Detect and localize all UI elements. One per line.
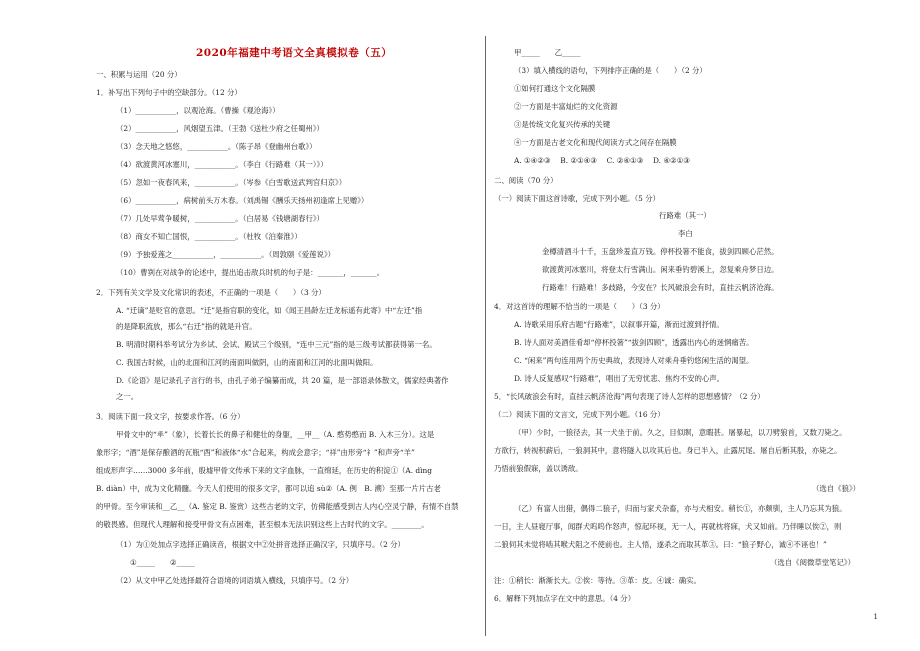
q1-item-3: （3）念天地之悠悠，___________。（陈子昂《登幽州台歌》） — [116, 142, 317, 151]
q4-option-b: B. 诗人面对美酒佳肴却“停杯投箸”“拔剑四顾”，透露出内心的迷惘痛苦。 — [514, 338, 754, 347]
q1-item-6: （6）___________，病树前头万木春。（刘禹锡《酬乐天扬州初逢席上见赠》） — [116, 196, 369, 205]
sentence-4: ④一方面是古老文化和现代阅读方式之间存在隔膜 — [514, 138, 677, 147]
source-2: （选自《阅微草堂笔记》） — [770, 558, 855, 567]
section-heading-reading: 二、阅读（70 分） — [494, 176, 558, 185]
q2-option-d: D.《论语》是记录孔子言行的书，由孔子弟子编纂而成，共 20 篇，是一部语录体散文，儒家经典著作 — [116, 376, 449, 385]
poem-line-3: 行路难！行路难！多歧路，今安在？长风破浪会有时，直挂云帆济沧海。 — [542, 283, 779, 292]
q2-option-d-cont: 之一。 — [116, 392, 139, 401]
q2-option-b: B. 明清时期科举考试分为乡试、会试、殿试三个级别，“连中三元”指的是三级考试都获得第一名。 — [116, 340, 437, 349]
question-4: 4．对这首诗的理解不恰当的一项是（ ）（3 分） — [494, 302, 665, 311]
page-title: 2020年福建中考语文全真模拟卷（五） — [196, 47, 393, 59]
annotation-note: 注：①稍长：渐渐长大。②俟：等待。③革：皮。④诚：确实。 — [494, 576, 701, 585]
q2-option-a: A. “迁谪”是贬官的意思。“迁”是指官职的变化，如《闻王昌龄左迁龙标遥有此寄》中“左迁”指 — [116, 306, 423, 315]
sentence-3: ③是传统文化复兴传承的关键 — [514, 120, 611, 129]
page-number: 1 — [873, 613, 878, 621]
source-1: （选自《狼》） — [812, 484, 861, 493]
reading-part-1: （一）阅读下面这首诗歌，完成下列小题。（5 分） — [494, 194, 660, 203]
q4-option-d: D. 诗人反复感叹“行路难”，唱出了无穷忧悲、焦灼不安的心声。 — [514, 374, 725, 383]
q4-option-a: A. 诗歌采用乐府古题“行路难”，以叙事开篇，渐而过渡到抒情。 — [514, 320, 724, 329]
q1-item-10: （10）曹刿在对战争的论述中，提出追击敌兵时机的句子是：_______，_______。 — [116, 268, 385, 277]
question-2: 2．下列有关文学及文化常识的表述，不正确的一项是（ ）（3 分） — [96, 288, 326, 297]
q1-item-1: （1）___________，以观沧海。（曹操《观沧海》） — [116, 106, 280, 115]
q3-subquestion-2: （2）从文中甲乙处选择最符合语境的词语填入横线，只填序号。（2 分） — [116, 576, 354, 585]
q4-option-c: C. “闲来”两句连用两个历史典故，表现诗人对乘舟垂钓悠闲生活的渴望。 — [514, 356, 754, 365]
text-yi-line-1: （乙）有富人出猎，偶得二狼子，归而与家犬杂畜，亦与犬相安。稍长①，亦颇驯，主人乃忘其为狼。 — [514, 504, 847, 513]
poem-line-2: 欲渡黄河冰塞川，将登太行雪满山。闲来垂钓碧溪上，忽复乘舟梦日边。 — [542, 265, 779, 274]
passage-line-2: 象形字；“酒”是保存酿酒的瓦瓶“酉”和液体“水”合起来，构成会意字；“祥”由形旁“礻”和声旁“羊” — [96, 448, 415, 457]
q3-subquestion-1-answer: ①_____ ②_____ — [130, 558, 195, 567]
q1-item-2: （2）___________，风烟望五津。（王勃《送杜少府之任蜀州》） — [116, 124, 324, 133]
sentence-1: ①如何打通这个文化隔膜 — [514, 84, 596, 93]
passage-line-6: 的敬畏感。但现代人理解和接受甲骨文有点困难，甚至根本无法识别这些上古时代的文字。________。 — [96, 520, 429, 529]
q1-item-4: （4）欲渡黄河冰塞川，___________。（李白《行路难（其一）》） — [116, 160, 328, 169]
text-yi-line-3: 二狼伺其未觉将啮其喉犬阻之不使前也。主人悟，遂杀之而取其革③。曰：“狼子野心，诚④不诬也！” — [494, 540, 827, 549]
passage-line-3: 组成形声字……3000 多年前，殷墟甲骨文传承下来的文字血脉，一直绵延，在历史的积淀①（A. dìng — [96, 466, 433, 475]
poem-author: 李白 — [678, 229, 693, 238]
passage-line-4: B. diàn）中，成为文化精髓。今天人们使用的很多文字，都可以追 sù②（A. 例 B. 溯）至那一片片古老 — [96, 484, 441, 493]
text-jia-line-1: （甲）少时，一狼径去，其一犬坐于前。久之，目似瞑，意暇甚。屠暴起，以刀劈狼首，又数刀毙之。 — [514, 428, 847, 437]
q3-subquestion-1: （1）为①处加点字选择正确读音，根据文中②处拼音选择正确汉字，只填序号。（2 分） — [116, 540, 405, 549]
text-yi-line-2: 一日，主人昼寝厅事，闻群犬呜呜作怒声，惊起环视，无一人，再就枕将寐，犬又如前。乃伴睡以俟②，则 — [494, 522, 842, 531]
q1-item-8: （8）商女不知亡国恨，___________。（杜牧《泊秦淮》） — [116, 232, 302, 241]
passage-line-5: 的甲骨。至今审读和__乙__（A. 鉴定 B. 鉴赏）这些古老的文字，仿佛能感受到古人内心空灵宁静，有情不自禁 — [96, 502, 459, 511]
sentence-2: ②一方面是丰富灿烂的文化资源 — [514, 102, 618, 111]
column-divider — [485, 36, 486, 636]
poem-title: 行路难（其一） — [659, 211, 711, 220]
q1-item-5: （5）忽如一夜春风来，___________。（岑参《白雪歌送武判官归京》） — [116, 178, 347, 187]
q3-subquestion-2-answer: 甲_____ 乙_____ — [514, 48, 581, 57]
q1-item-7: （7）几处早莺争暖树，___________。（白居易《钱塘湖春行》） — [116, 214, 324, 223]
poem-line-1: 金樽清酒斗十千，玉盘珍羞直万钱。停杯投箸不能食，拔剑四顾心茫然。 — [542, 247, 779, 256]
text-jia-line-3: 乃悟前狼假寐，盖以诱敌。 — [494, 464, 583, 473]
q2-option-a-cont: 的是降职流放，那么“右迁”指的就是升官。 — [116, 322, 257, 331]
q3-options: A. ①④②③ B. ②①④③ C. ②④①③ D. ④②①③ — [514, 156, 690, 165]
q3-subquestion-3: （3）填入横线的语句，下列排序正确的是（ ）（2 分） — [514, 66, 707, 75]
section-heading: 一、积累与运用（20 分） — [96, 70, 182, 79]
question-6: 6．解释下列加点字在文中的意思。（4 分） — [494, 594, 636, 603]
question-3: 3．阅读下面一段文字，按要求作答。（6 分） — [96, 412, 245, 421]
q2-option-c: C. 我国古时候，山的北面和江河的南面叫做阴，山的南面和江河的北面叫做阳。 — [116, 358, 378, 367]
question-1: 1．补写出下列句子中的空缺部分。（12 分） — [96, 88, 242, 97]
reading-part-2: （二）阅读下面的文言文，完成下列小题。（16 分） — [494, 410, 665, 419]
q1-item-9: （9）予独爱莲之___________，___________。（周敦颐《爱莲说》） — [116, 250, 336, 259]
text-jia-line-2: 方欲行，转视积薪后，一狼洞其中，意将隧入以攻其后也。身已半入，止露尻尾。屠自后断其股，亦毙之。 — [494, 446, 842, 455]
passage-line-1: 甲骨文中的“𠦬”（象），长着长长的鼻子和健壮的身躯，__甲__（A. 憨势憨而 B. 入木三分）。这是 — [116, 430, 435, 439]
question-5: 5．“长风破浪会有时，直挂云帆济沧海”两句表现了诗人怎样的思想感情？（2 分） — [494, 392, 765, 401]
